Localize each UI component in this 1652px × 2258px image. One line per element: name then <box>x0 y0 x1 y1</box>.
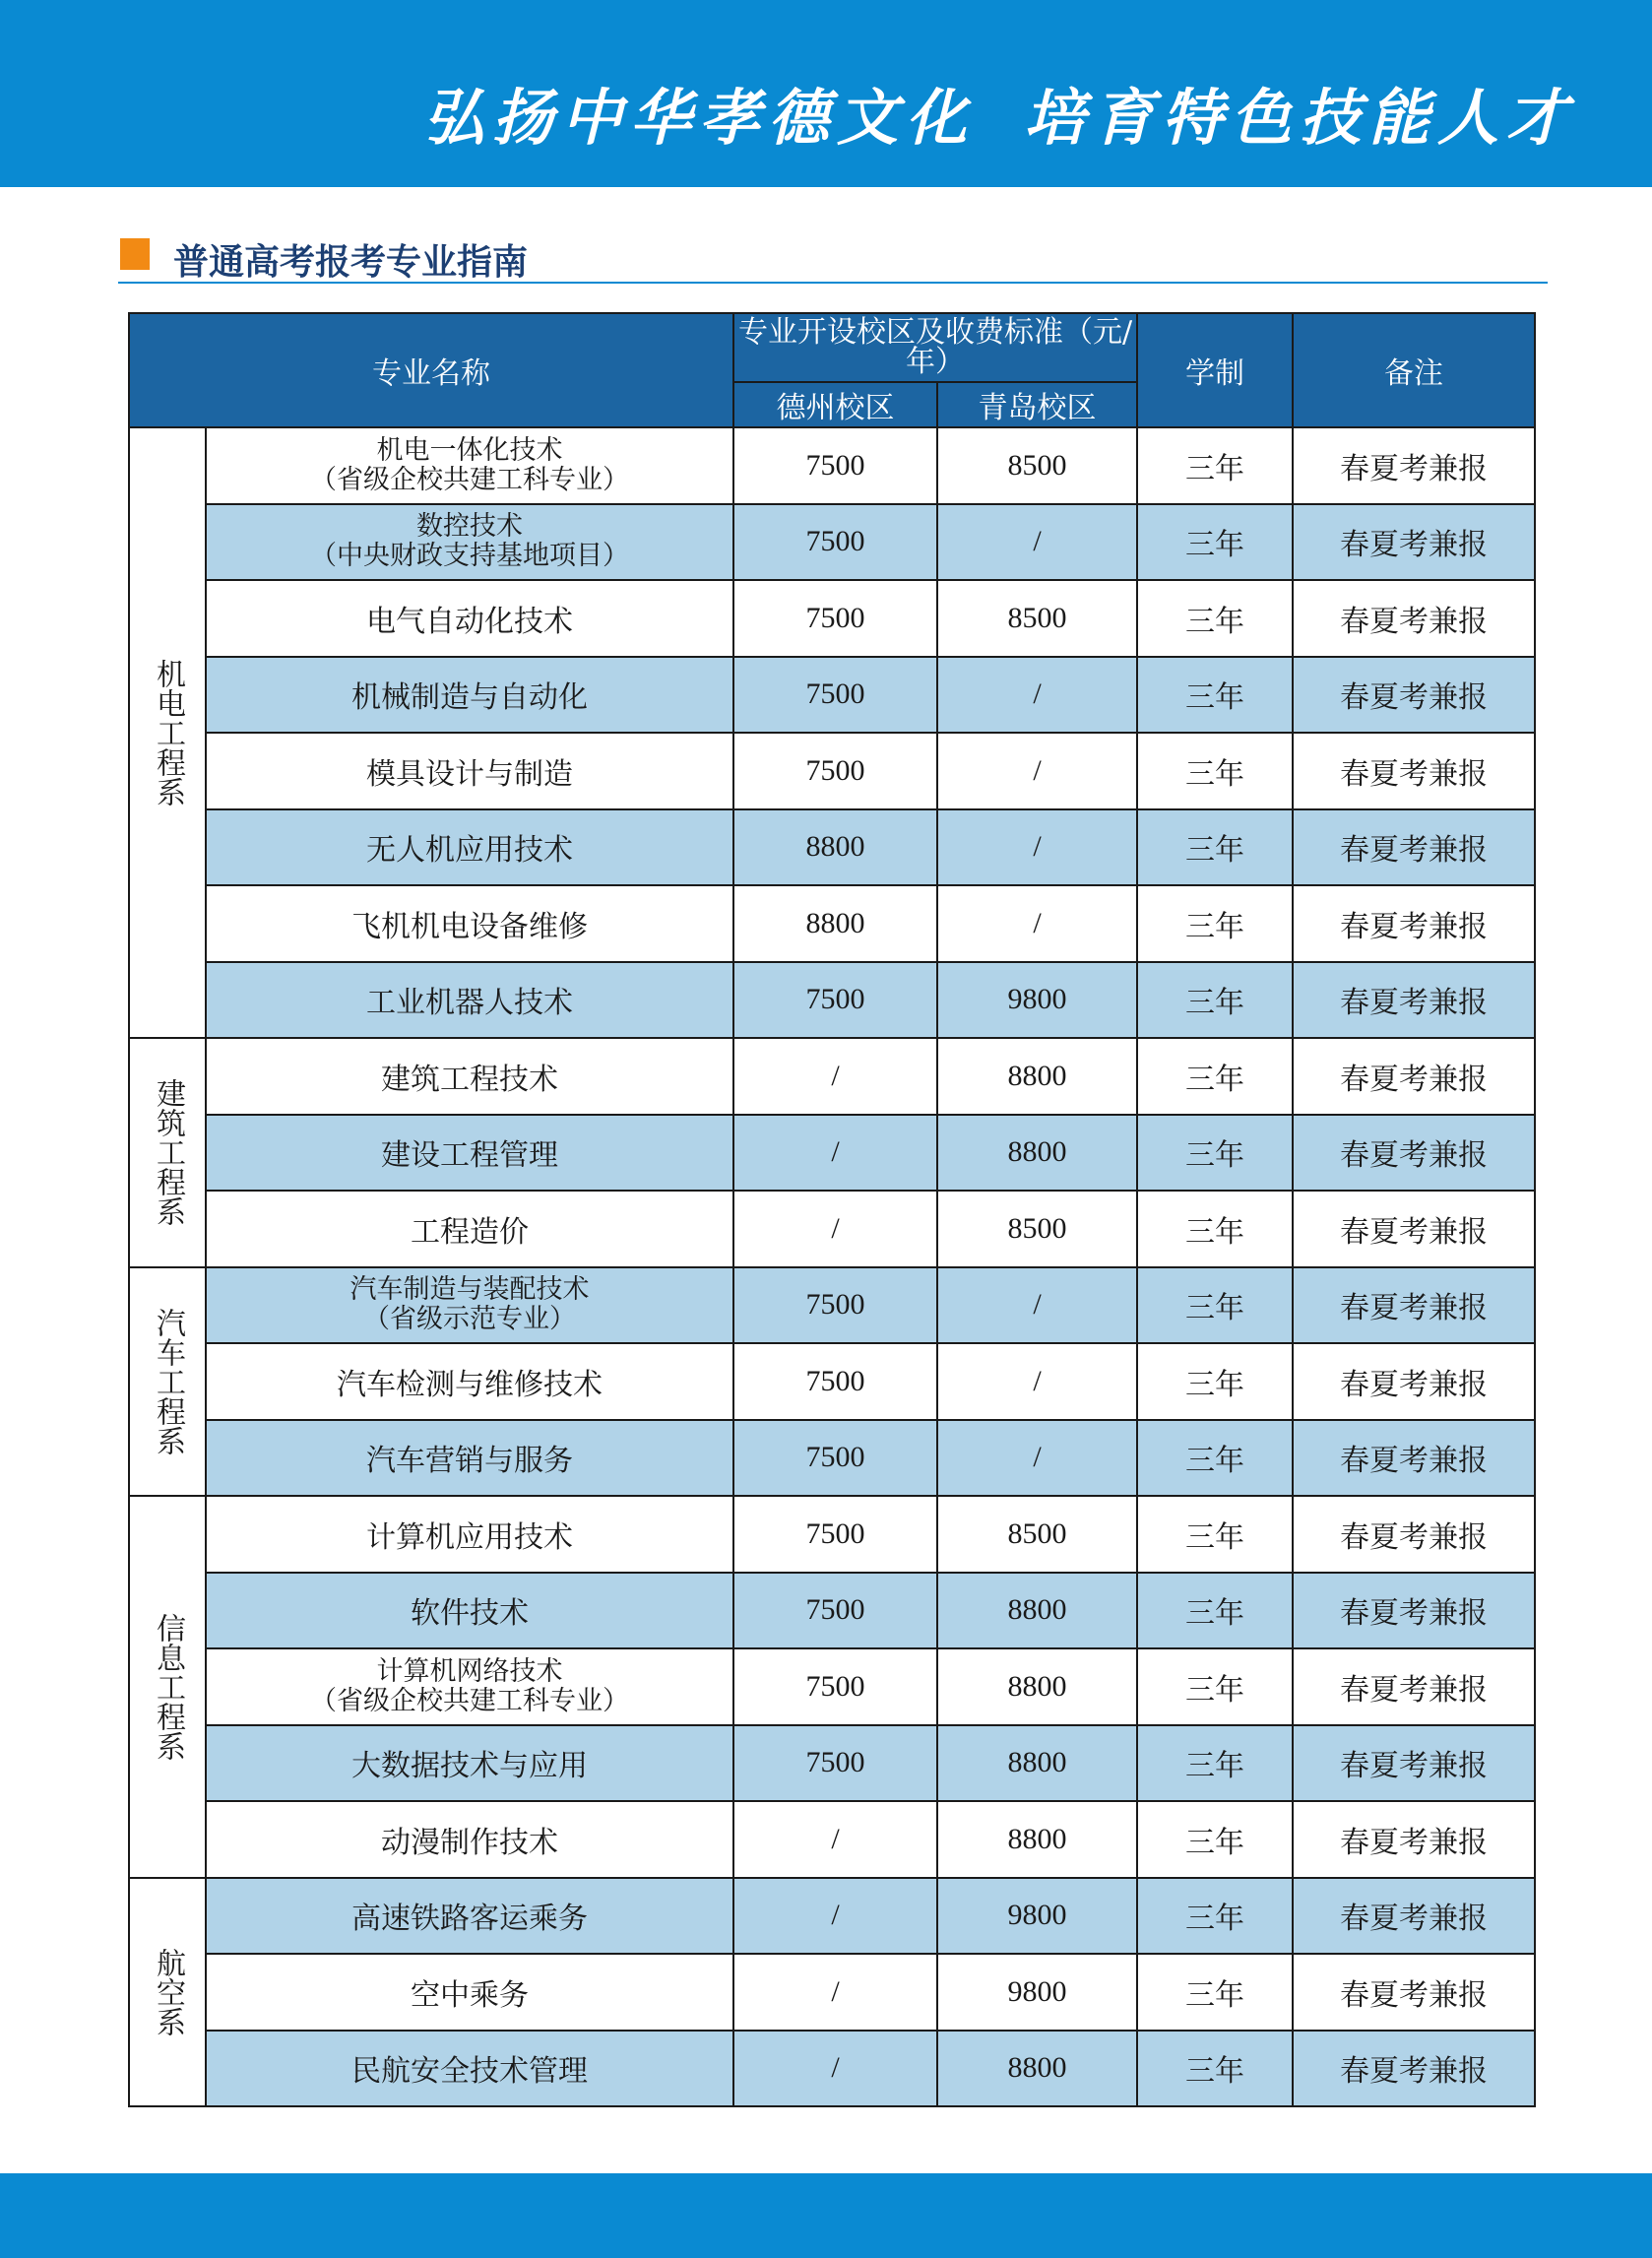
header-major: 专业名称 <box>129 313 733 427</box>
major-name-cell <box>206 1878 733 1955</box>
fee-qingdao: 8800 <box>937 2031 1137 2107</box>
fee-qingdao: / <box>937 1267 1137 1344</box>
duration-cell: 三年 <box>1137 1191 1293 1267</box>
duration-cell: 三年 <box>1137 1343 1293 1420</box>
section-heading <box>118 234 1548 284</box>
table-row <box>129 1954 1535 2031</box>
table-row <box>129 1801 1535 1878</box>
major-name: 机械制造与自动化 <box>351 680 588 716</box>
fee-dezhou: 7500 <box>733 733 937 809</box>
duration-cell: 三年 <box>1137 1115 1293 1192</box>
slogan-left: 弘扬中华孝德文化 <box>423 82 976 154</box>
slogan <box>423 69 1576 157</box>
duration-cell: 三年 <box>1137 733 1293 809</box>
fee-qingdao: 9800 <box>937 1878 1137 1955</box>
department-name: 航空系 <box>129 1878 206 2107</box>
duration-cell: 三年 <box>1137 1954 1293 2031</box>
fee-qingdao: / <box>937 1343 1137 1420</box>
duration-cell: 三年 <box>1137 1648 1293 1725</box>
major-name-cell <box>206 885 733 962</box>
major-name-cell <box>206 1343 733 1420</box>
fee-dezhou: 7500 <box>733 1496 937 1573</box>
table-row <box>129 580 1535 657</box>
table-row <box>129 657 1535 734</box>
fee-dezhou: 8800 <box>733 885 937 962</box>
duration-cell: 三年 <box>1137 1878 1293 1955</box>
major-name: 动漫制作技术 <box>381 1825 558 1860</box>
header-campus-group: 专业开设校区及收费标准（元/年） <box>733 313 1137 382</box>
major-name-cell <box>206 733 733 809</box>
major-name: 空中乘务 <box>411 1977 529 2013</box>
fee-dezhou: 7500 <box>733 1343 937 1420</box>
duration-cell: 三年 <box>1137 1573 1293 1649</box>
major-name: 电气自动化技术 <box>366 604 573 639</box>
table-row <box>129 2031 1535 2107</box>
fee-dezhou: 7500 <box>733 1725 937 1802</box>
major-name: 计算机网络技术 <box>376 1655 563 1687</box>
major-name-cell <box>206 1648 733 1725</box>
duration-cell: 三年 <box>1137 1267 1293 1344</box>
fee-dezhou: 7500 <box>733 657 937 734</box>
major-name: 模具设计与制造 <box>366 756 573 792</box>
slogan-right: 培育特色技能人才 <box>1024 82 1576 154</box>
remark-cell: 春夏考兼报 <box>1293 427 1535 504</box>
major-name-cell <box>206 1954 733 2031</box>
duration-cell: 三年 <box>1137 1801 1293 1878</box>
major-name-cell <box>206 962 733 1039</box>
duration-cell: 三年 <box>1137 809 1293 886</box>
remark-cell: 春夏考兼报 <box>1293 1191 1535 1267</box>
bottom-banner <box>0 2173 1652 2258</box>
remark-cell: 春夏考兼报 <box>1293 580 1535 657</box>
fee-qingdao: 8500 <box>937 580 1137 657</box>
remark-cell: 春夏考兼报 <box>1293 1954 1535 2031</box>
major-guide-table <box>128 312 1536 2107</box>
header-duration: 学制 <box>1137 313 1293 427</box>
department-name: 信息工程系 <box>129 1496 206 1878</box>
fee-dezhou: / <box>733 1191 937 1267</box>
duration-cell: 三年 <box>1137 885 1293 962</box>
remark-cell: 春夏考兼报 <box>1293 1343 1535 1420</box>
fee-dezhou: 7500 <box>733 1420 937 1497</box>
duration-cell: 三年 <box>1137 1725 1293 1802</box>
duration-cell: 三年 <box>1137 2031 1293 2107</box>
header-remark: 备注 <box>1293 313 1535 427</box>
remark-cell: 春夏考兼报 <box>1293 504 1535 581</box>
major-name: 机电一体化技术 <box>376 434 563 466</box>
fee-qingdao: 9800 <box>937 1954 1137 2031</box>
table-row <box>129 885 1535 962</box>
fee-dezhou: 7500 <box>733 1267 937 1344</box>
fee-qingdao: / <box>937 809 1137 886</box>
major-name: 汽车营销与服务 <box>366 1444 573 1479</box>
table-row <box>129 1115 1535 1192</box>
fee-qingdao: 8500 <box>937 1496 1137 1573</box>
fee-dezhou: 7500 <box>733 962 937 1039</box>
major-name: 工业机器人技术 <box>366 986 573 1021</box>
remark-cell: 春夏考兼报 <box>1293 1573 1535 1649</box>
fee-dezhou: 7500 <box>733 1648 937 1725</box>
major-note: （省级企校共建工科专业） <box>310 464 629 495</box>
fee-qingdao: 8800 <box>937 1115 1137 1192</box>
fee-qingdao: 8800 <box>937 1801 1137 1878</box>
remark-cell: 春夏考兼报 <box>1293 1115 1535 1192</box>
fee-qingdao: / <box>937 504 1137 581</box>
major-name: 数控技术 <box>416 511 523 543</box>
major-name: 计算机应用技术 <box>366 1519 573 1555</box>
fee-dezhou: / <box>733 1878 937 1955</box>
duration-cell: 三年 <box>1137 427 1293 504</box>
major-name-cell <box>206 1725 733 1802</box>
header-dezhou: 德州校区 <box>733 382 937 427</box>
table-row <box>129 1496 1535 1573</box>
orange-square-icon <box>120 238 150 270</box>
duration-cell: 三年 <box>1137 1420 1293 1497</box>
fee-dezhou: 8800 <box>733 809 937 886</box>
major-name-cell <box>206 1496 733 1573</box>
table-row <box>129 1343 1535 1420</box>
table-row <box>129 1038 1535 1115</box>
top-banner <box>0 0 1652 187</box>
major-name-cell <box>206 580 733 657</box>
table-row <box>129 1878 1535 1955</box>
major-name-cell <box>206 809 733 886</box>
major-name-cell <box>206 1267 733 1344</box>
duration-cell: 三年 <box>1137 657 1293 734</box>
fee-qingdao: / <box>937 885 1137 962</box>
table-row <box>129 1191 1535 1267</box>
duration-cell: 三年 <box>1137 962 1293 1039</box>
duration-cell: 三年 <box>1137 1038 1293 1115</box>
major-note: （省级企校共建工科专业） <box>310 1685 629 1716</box>
table-body <box>129 427 1535 2106</box>
fee-qingdao: 9800 <box>937 962 1137 1039</box>
fee-dezhou: / <box>733 1115 937 1192</box>
major-name-cell <box>206 1801 733 1878</box>
remark-cell: 春夏考兼报 <box>1293 1878 1535 1955</box>
table-row <box>129 1573 1535 1649</box>
major-name: 汽车检测与维修技术 <box>337 1367 603 1402</box>
major-name-cell <box>206 657 733 734</box>
duration-cell: 三年 <box>1137 1496 1293 1573</box>
fee-qingdao: 8500 <box>937 1191 1137 1267</box>
fee-qingdao: / <box>937 733 1137 809</box>
department-name: 机电工程系 <box>129 427 206 1038</box>
major-name: 飞机机电设备维修 <box>351 909 588 944</box>
fee-dezhou: / <box>733 2031 937 2107</box>
fee-dezhou: / <box>733 1954 937 2031</box>
major-name-cell <box>206 2031 733 2107</box>
major-name: 汽车制造与装配技术 <box>349 1274 590 1306</box>
fee-dezhou: 7500 <box>733 427 937 504</box>
major-name-cell <box>206 504 733 581</box>
table-row <box>129 809 1535 886</box>
remark-cell: 春夏考兼报 <box>1293 733 1535 809</box>
remark-cell: 春夏考兼报 <box>1293 657 1535 734</box>
department-name: 建筑工程系 <box>129 1038 206 1267</box>
fee-dezhou: 7500 <box>733 1573 937 1649</box>
duration-cell: 三年 <box>1137 580 1293 657</box>
remark-cell: 春夏考兼报 <box>1293 1725 1535 1802</box>
major-name-cell <box>206 1573 733 1649</box>
fee-qingdao: 8800 <box>937 1648 1137 1725</box>
fee-qingdao: 8500 <box>937 427 1137 504</box>
major-name-cell <box>206 1115 733 1192</box>
major-name: 建设工程管理 <box>381 1138 558 1174</box>
remark-cell: 春夏考兼报 <box>1293 962 1535 1039</box>
remark-cell: 春夏考兼报 <box>1293 2031 1535 2107</box>
remark-cell: 春夏考兼报 <box>1293 1648 1535 1725</box>
remark-cell: 春夏考兼报 <box>1293 1496 1535 1573</box>
fee-qingdao: / <box>937 1420 1137 1497</box>
major-name: 建筑工程技术 <box>381 1062 558 1097</box>
major-name-cell <box>206 1038 733 1115</box>
department-name: 汽车工程系 <box>129 1267 206 1497</box>
major-name: 无人机应用技术 <box>366 833 573 869</box>
fee-qingdao: 8800 <box>937 1725 1137 1802</box>
major-name: 民航安全技术管理 <box>351 2054 588 2090</box>
header-qingdao: 青岛校区 <box>937 382 1137 427</box>
remark-cell: 春夏考兼报 <box>1293 809 1535 886</box>
table-row <box>129 1725 1535 1802</box>
fee-dezhou: 7500 <box>733 580 937 657</box>
fee-qingdao: 8800 <box>937 1038 1137 1115</box>
table-row <box>129 733 1535 809</box>
table-row <box>129 1420 1535 1497</box>
fee-dezhou: / <box>733 1801 937 1878</box>
major-name-cell <box>206 1420 733 1497</box>
major-name-cell <box>206 427 733 504</box>
table-row <box>129 427 1535 504</box>
major-name: 软件技术 <box>411 1596 529 1632</box>
major-name: 工程造价 <box>411 1214 529 1250</box>
major-name: 高速铁路客运乘务 <box>351 1902 588 1937</box>
major-note: （省级示范专业） <box>363 1304 576 1335</box>
major-name: 大数据技术与应用 <box>351 1749 588 1784</box>
duration-cell: 三年 <box>1137 504 1293 581</box>
major-name-cell <box>206 1191 733 1267</box>
fee-dezhou: 7500 <box>733 504 937 581</box>
table-row <box>129 962 1535 1039</box>
major-note: （中央财政支持基地项目） <box>310 541 629 572</box>
table-row <box>129 1267 1535 1344</box>
remark-cell: 春夏考兼报 <box>1293 1038 1535 1115</box>
table-row <box>129 504 1535 581</box>
fee-qingdao: 8800 <box>937 1573 1137 1649</box>
remark-cell: 春夏考兼报 <box>1293 1267 1535 1344</box>
section-title: 普通高考报考专业指南 <box>173 242 529 283</box>
fee-qingdao: / <box>937 657 1137 734</box>
remark-cell: 春夏考兼报 <box>1293 1801 1535 1878</box>
fee-dezhou: / <box>733 1038 937 1115</box>
remark-cell: 春夏考兼报 <box>1293 885 1535 962</box>
table-row <box>129 1648 1535 1725</box>
remark-cell: 春夏考兼报 <box>1293 1420 1535 1497</box>
